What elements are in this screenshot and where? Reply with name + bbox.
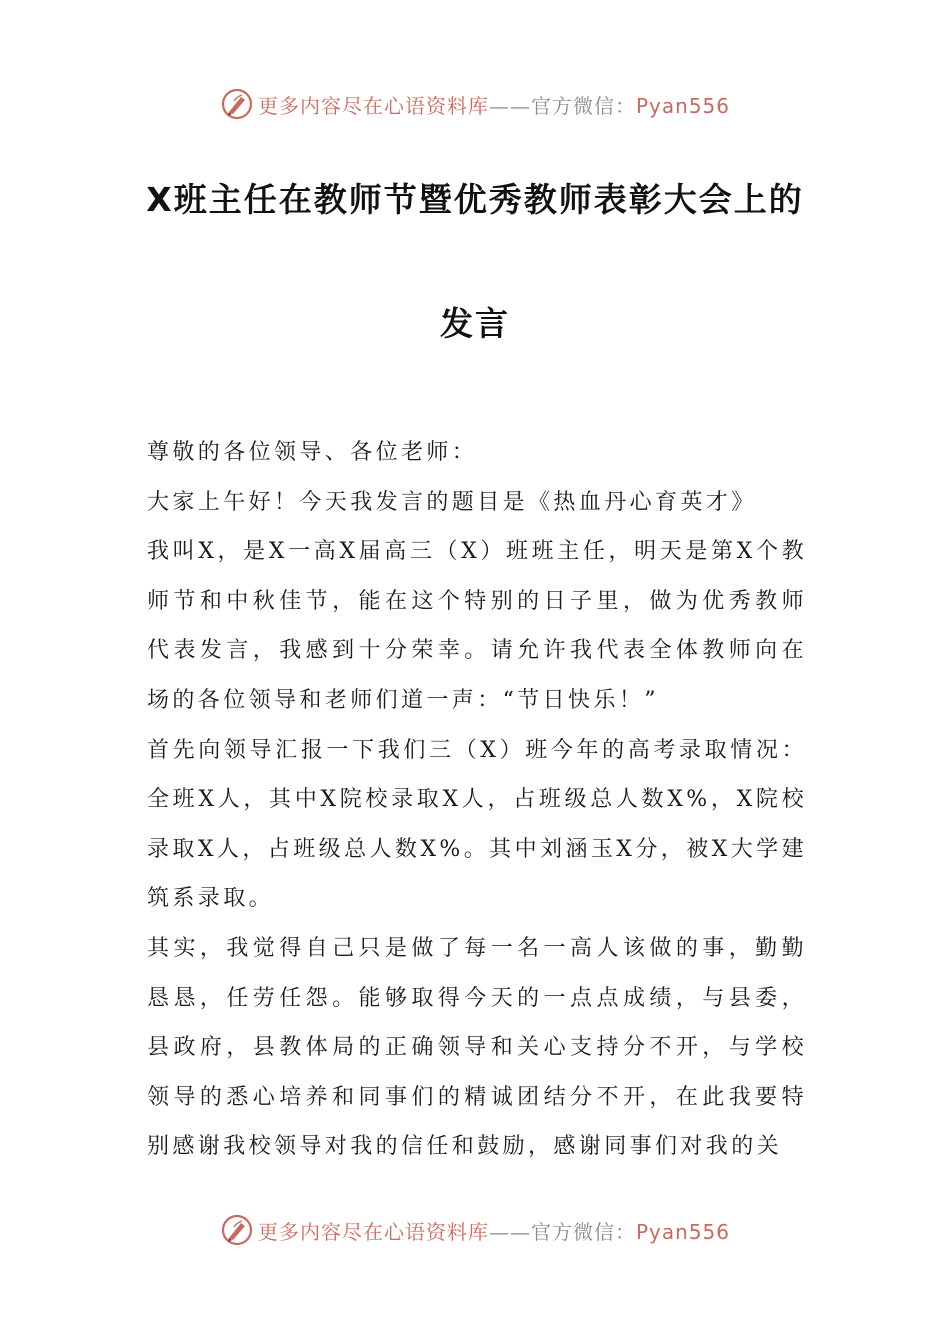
banner-prefix: 更多内容尽在心语资料库 [257,93,489,118]
pen-logo-icon [220,87,254,121]
banner-prefix: 更多内容尽在心语资料库 [257,1219,489,1244]
paragraph-results: 首先向领导汇报一下我们三（X）班今年的高考录取情况：全班X人，其中X院校录取X人，占班级总人数X%，X院校录取X人，占班级总人数X%。其中刘涵玉X分，被X大学建筑系录取。 [147,737,807,912]
paragraph-thanks: 其实，我觉得自己只是做了每一名一高人该做的事，勤勤恳恳，任劳任怨。能够取得今天的一点点成绩，与县委，县政府，县教体局的正确领导和关心支持分不开，与学校领导的悉心培养和同事们的精诚团结分不开，在此我要特别感谢我校领导对我的信任和鼓励，感谢同事们对我的关 [147,935,807,1160]
banner-suffix: 官方微信： [530,93,636,118]
pen-logo-icon [220,1213,254,1247]
banner-text [258,1216,730,1245]
banner-wechat: Pyan556 [635,1219,730,1244]
document-title-line-1: X班主任在教师节暨优秀教师表彰大会上的 [146,180,804,219]
salutation: 尊敬的各位领导、各位老师： [147,440,478,465]
paragraph-intro: 我叫X，是X一高X届高三（X）班班主任，明天是第X个教师节和中秋佳节，能在这个特别的日子里，做为优秀教师代表发言，我感到十分荣幸。请允许我代表全体教师向在场的各位领导和老师们道一声：“节日快乐！” [147,539,807,713]
banner-text [258,90,730,119]
header-banner [0,84,950,124]
banner-dash: —— [488,93,531,118]
banner-suffix: 官方微信： [530,1219,636,1244]
document-body [147,428,807,1172]
banner-wechat: Pyan556 [635,93,730,118]
paragraph-greeting: 大家上午好！今天我发言的题目是《热血丹心育英才》 [147,489,757,515]
banner-dash: —— [488,1219,531,1244]
footer-banner [0,1210,950,1250]
document-title-line-2: 发言 [440,304,510,343]
